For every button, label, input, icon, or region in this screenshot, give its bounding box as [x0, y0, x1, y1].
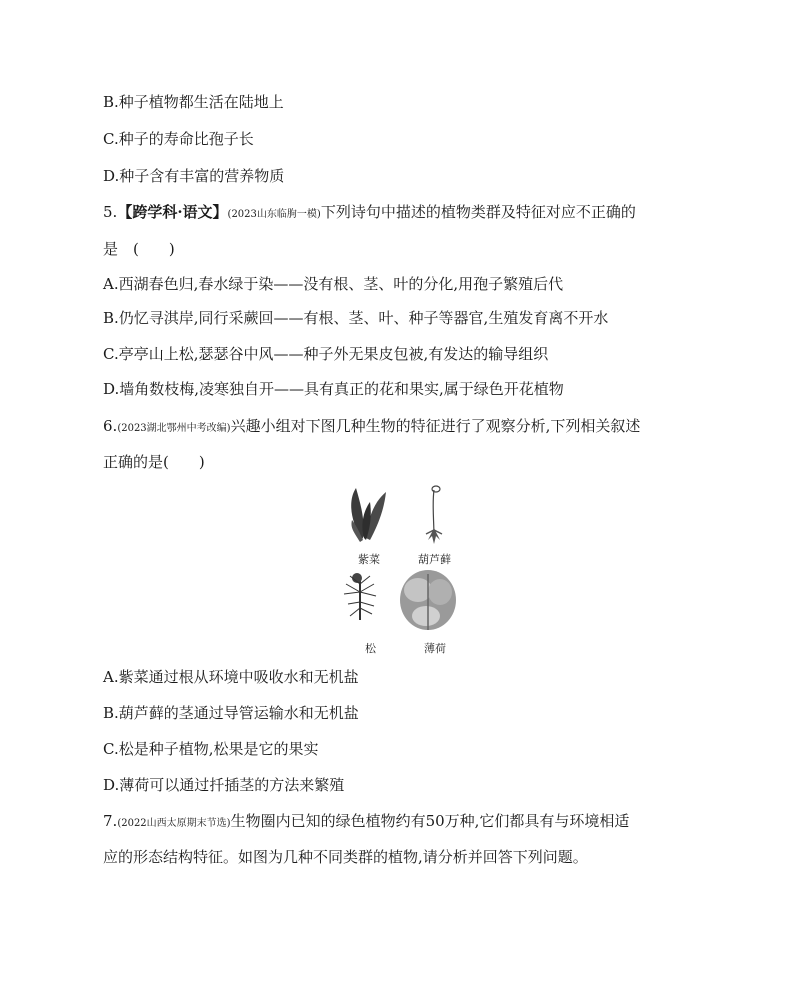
huluxian-image	[426, 486, 442, 544]
question-source: (2022山西太原期末节选)	[117, 818, 231, 829]
question-6-stem	[103, 416, 640, 439]
caption-song: 松	[365, 642, 376, 655]
option-d-q4: D.种子含有丰富的营养物质	[103, 167, 285, 185]
zicai-image	[351, 488, 386, 542]
bohe-image	[400, 570, 456, 630]
question-text: 兴趣小组对下图几种生物的特征进行了观察分析,下列相关叙述	[230, 417, 641, 435]
option-c-q4: C.种子的寿命比孢子长	[103, 130, 254, 148]
subject-tag: 【跨学科·语文】	[117, 203, 228, 221]
question-text: 下列诗句中描述的植物类群及特征对应不正确的	[320, 203, 636, 221]
question-source: (2023湖北鄂州中考改编)	[117, 423, 231, 434]
option-d-q5: D.墙角数枝梅,凌寒独自开——具有真正的花和果实,属于绿色开花植物	[103, 380, 564, 398]
question-number: 6.	[103, 417, 118, 435]
option-c-q5: C.亭亭山上松,瑟瑟谷中风——种子外无果皮包被,有发达的输导组织	[103, 345, 549, 363]
option-d-q6: D.薄荷可以通过扦插茎的方法来繁殖	[103, 776, 345, 794]
plant-figure	[330, 480, 480, 660]
option-b-q4: B.种子植物都生活在陆地上	[103, 93, 284, 111]
question-5-stem	[103, 202, 636, 225]
option-c-q6: C.松是种子植物,松果是它的果实	[103, 740, 319, 758]
question-number: 7.	[103, 812, 118, 830]
question-text: 生物圈内已知的绿色植物约有50万种,它们都具有与环境相适	[230, 812, 630, 830]
option-b-q5: B.仍忆寻淇岸,同行采蕨回——有根、茎、叶、种子等器官,生殖发育离不开水	[103, 309, 609, 327]
option-a-q6: A.紫菜通过根从环境中吸收水和无机盐	[103, 668, 359, 686]
question-5-stem-cont: 是 ( )	[103, 240, 175, 258]
option-a-q5: A.西湖春色归,春水绿于染——没有根、茎、叶的分化,用孢子繁殖后代	[103, 275, 564, 293]
question-6-stem-cont: 正确的是( )	[103, 453, 205, 471]
question-7-stem-cont: 应的形态结构特征。如图为几种不同类群的植物,请分析并回答下列问题。	[103, 848, 588, 866]
caption-huluxian: 葫芦藓	[418, 553, 451, 566]
question-number: 5.	[103, 203, 118, 221]
caption-zicai: 紫菜	[358, 553, 380, 566]
question-7-stem	[103, 811, 629, 834]
caption-bohe: 薄荷	[424, 642, 446, 655]
plant-illustrations	[330, 480, 480, 660]
question-source: (2023山东临朐一模)	[227, 209, 321, 220]
song-image	[344, 573, 376, 620]
option-b-q6: B.葫芦藓的茎通过导管运输水和无机盐	[103, 704, 359, 722]
